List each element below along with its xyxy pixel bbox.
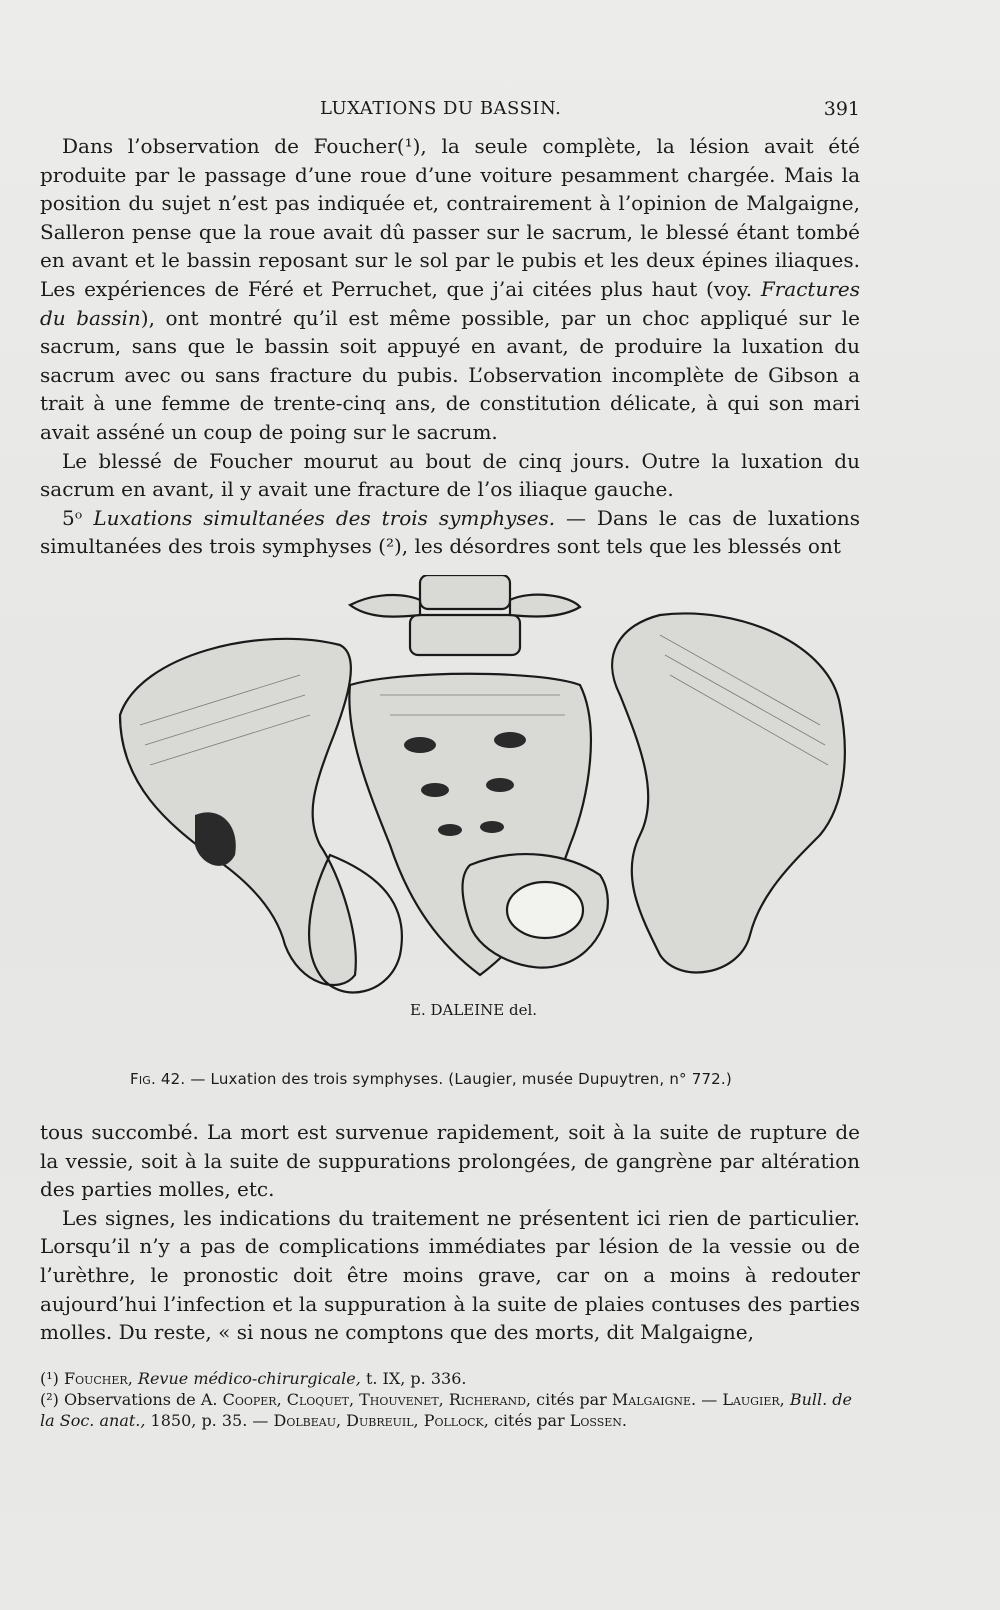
paragraph-signs: Les signes, les indications du traitement ne présentent ici rien de particulier. Lorsqu’il n’y a pas de complications immédiates par lésion de la vessie ou de l’urèthre, le pronostic doit être moins grave, car on a moins à redouter aujourd’hui l’infection et la suppuration à la suite de plaies contuses des parties molles. Du reste, « si nous ne comptons que des morts, dit Malgaigne, — [40, 1205, 860, 1345]
footnote-2 — [40, 1389, 860, 1431]
footnote-author: Foucher, — [64, 1369, 133, 1388]
paragraph-death: Le blessé de Foucher mourut au bout de cinq jours. Outre la luxation du sacrum en avant, il y avait une fracture de l’os iliaque gauche. — [40, 448, 860, 502]
paragraph-foucher — [40, 132, 860, 447]
figure-label: Fig. 42. — [130, 1070, 186, 1088]
footnote-authors: Laugier, — [722, 1390, 785, 1409]
figure-caption — [130, 1070, 830, 1088]
paragraph-symphyses — [40, 504, 860, 561]
footnote-text: cités par — [493, 1411, 565, 1430]
footnote-title: Revue médico-chirurgicale, — [137, 1369, 361, 1388]
artist-signature: E. DALEINE del. — [410, 1001, 538, 1019]
footnotes — [40, 1368, 860, 1431]
text-run: — Dans le cas de luxations simultanées des trois symphyses (²), les désordres sont tels que les blessés ont — [40, 505, 861, 559]
page-header — [40, 98, 860, 128]
footnote-ref: t. IX, p. 336. — [365, 1369, 467, 1388]
footnote-text: Observations de A. — [64, 1390, 218, 1409]
italic-reference: Fractures du bassin — [40, 276, 860, 330]
body-text-top — [40, 132, 860, 561]
footnote-1 — [40, 1368, 860, 1389]
pelvis-illustration — [100, 575, 860, 1045]
body-text-bottom — [40, 1118, 860, 1347]
footnote-mark: (¹) — [40, 1369, 59, 1388]
paragraph-outcome: tous succombé. La mort est survenue rapidement, soit à la suite de rupture de la vessie, soit à la suite de suppurations prolongées, de gangrène par altération des parties molles, etc. — [40, 1120, 860, 1202]
pelvis-drawing — [100, 575, 860, 1045]
footnote-mark: (²) — [40, 1390, 59, 1409]
footnote-dash: — — [701, 1390, 718, 1409]
page-number: 391 — [823, 98, 860, 120]
figure-caption-text: — Luxation des trois symphyses. (Laugier, musée Dupuytren, n° 772.) — [190, 1070, 732, 1088]
footnote-authors: Malgaigne. — [611, 1390, 697, 1409]
footnote-title: Bull. de la Soc. anat., — [40, 1390, 852, 1430]
footnote-text: cités par — [536, 1390, 607, 1409]
footnote-authors: Cooper, Cloquet, Thouvenet, Richerand, — [222, 1390, 532, 1409]
section-heading: Luxations simultanées des trois symphyses. — [93, 505, 556, 530]
running-head: LUXATIONS DU BASSIN. — [320, 98, 562, 119]
footnote-authors: Dolbeau, Dubreuil, Pollock, — [273, 1411, 489, 1430]
footnote-authors: Lossen. — [569, 1411, 628, 1430]
footnote-ref: 1850, p. 35. — — [150, 1411, 269, 1430]
section-number: 5ᵒ — [62, 505, 83, 530]
text-run: ), ont montré qu’il est même possible, par un choc appliqué sur le sacrum, sans que le bassin soit appuyé en avant, de produire la luxation du sacrum avec ou sans fracture du pubis. L’observation incomplète de Gibson a trait à une femme de trente-cinq ans, de constitution délicate, à qui son mari avait asséné un coup de poing sur le sacrum. — [40, 305, 860, 444]
text-run: Dans l’observation de Foucher(¹), la seule complète, la lésion avait été produite par le passage d’une roue d’une voiture pesamment chargée. Mais la position du sujet n’est pas indiquée et, contrairement à l’opinion de Malgaigne, Salleron pense que la roue avait dû passer sur le sacrum, le blessé étant tombé en avant et le bassin reposant sur le sol par le pubis et les deux épines iliaques. Les expériences de Féré et Perruchet, que j’ai citées plus haut (voy. — [40, 134, 860, 301]
